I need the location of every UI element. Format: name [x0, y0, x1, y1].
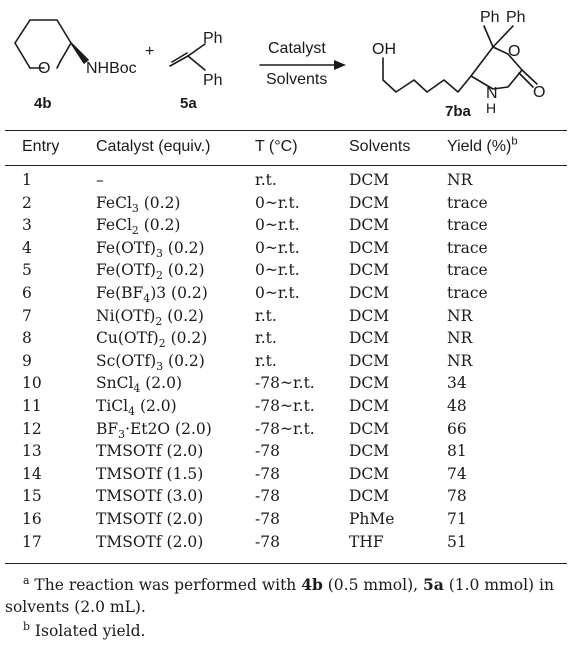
- temperature-cell: -78: [255, 487, 280, 506]
- header-catalyst: Catalyst (equiv.): [96, 138, 211, 155]
- temperature-cell: -78~r.t.: [255, 419, 315, 438]
- table-top-rule: [5, 130, 567, 131]
- reaction-scheme: [0, 0, 574, 125]
- catalyst-subscript: 3: [156, 359, 164, 373]
- header-entry: Entry: [22, 138, 60, 155]
- solvent-cell: DCM: [349, 329, 390, 348]
- ring-nitrogen-label: N: [486, 85, 498, 102]
- solvent-cell: DCM: [349, 351, 390, 370]
- temperature-cell: 0~r.t.: [255, 261, 300, 280]
- catalyst-cell: [96, 419, 212, 441]
- catalyst-subscript: 4: [143, 292, 151, 306]
- arrow-head-icon: [334, 60, 346, 70]
- catalyst-cell: [96, 306, 204, 328]
- yield-cell: trace: [447, 238, 488, 257]
- entry-cell: 16: [22, 510, 42, 528]
- header-solvents: Solvents: [349, 138, 411, 155]
- catalyst-formula: TiCl: [96, 397, 129, 415]
- entry-cell: 3: [22, 216, 32, 235]
- solvent-cell: DCM: [349, 419, 390, 438]
- nitrogen-hydrogen-label: H: [486, 100, 497, 116]
- catalyst-equiv: (2.0): [135, 397, 177, 415]
- yield-cell: trace: [447, 216, 488, 235]
- catalyst-cell: [96, 442, 203, 460]
- catalyst-formula: TMSOTf (1.5): [96, 464, 204, 483]
- solvent-cell: PhMe: [349, 510, 395, 528]
- entry-cell: 2: [22, 193, 32, 212]
- catalyst-subscript: 2: [158, 337, 166, 351]
- temperature-cell: 0~r.t.: [255, 193, 300, 212]
- catalyst-subscript: 2: [155, 269, 163, 283]
- entry-cell: 6: [22, 284, 32, 302]
- yield-cell: NR: [447, 306, 473, 325]
- solvent-cell: DCM: [349, 238, 390, 257]
- temperature-cell: -78: [255, 510, 280, 528]
- footnote-a-compound-4b: 4b: [301, 575, 323, 594]
- temperature-cell: r.t.: [255, 351, 277, 370]
- temperature-cell: r.t.: [255, 306, 277, 325]
- catalyst-formula: Fe(OTf): [96, 238, 156, 257]
- yield-cell: 78: [447, 487, 467, 506]
- solvent-cell: DCM: [349, 261, 390, 280]
- entry-cell: 17: [22, 532, 42, 551]
- hydroxyl-label: OH: [372, 41, 396, 58]
- phenyl-top-label: Ph: [203, 30, 223, 47]
- pyran-oxygen: O: [38, 60, 51, 77]
- yield-cell: trace: [447, 193, 488, 212]
- catalyst-formula: SnCl: [96, 374, 134, 393]
- compound-label-4b: 4b: [34, 95, 52, 112]
- footnote-a-text1: The reaction was performed with: [29, 576, 302, 594]
- catalyst-subscript: 3: [131, 201, 139, 215]
- catalyst-equiv: (0.2): [162, 261, 205, 280]
- yield-cell: NR: [447, 351, 473, 370]
- catalyst-cell: [96, 238, 205, 260]
- catalyst-formula: Cu(OTf): [96, 329, 159, 348]
- product-chain: [383, 58, 471, 92]
- catalyst-formula: FeCl: [96, 216, 132, 235]
- solvent-cell: DCM: [349, 216, 390, 235]
- yield-cell: 81: [447, 442, 467, 461]
- solvent-cell: DCM: [349, 171, 390, 189]
- catalyst-equiv: ·Et2O (2.0): [125, 419, 212, 438]
- solvent-cell: DCM: [349, 464, 390, 483]
- table-header-rule: [5, 165, 567, 166]
- footnote-a-compound-5a: 5a: [422, 575, 444, 594]
- yield-cell: 71: [447, 510, 467, 528]
- yield-cell: 48: [447, 397, 467, 415]
- product-phenyl-1: Ph: [480, 9, 500, 26]
- ring-oxygen-label: O: [508, 43, 521, 60]
- entry-cell: 13: [22, 442, 42, 461]
- catalyst-subscript: 4: [128, 405, 136, 419]
- arrow-label-solvents: Solvents: [266, 71, 328, 88]
- catalyst-equiv: (2.0): [140, 374, 182, 393]
- catalyst-cell: [96, 374, 182, 396]
- solvent-cell: DCM: [349, 442, 390, 461]
- catalyst-formula: Ni(OTf): [96, 306, 156, 325]
- temperature-cell: r.t.: [255, 329, 277, 348]
- yield-cell: trace: [447, 284, 488, 302]
- catalyst-cell: [96, 261, 205, 283]
- yield-cell: 74: [447, 464, 467, 483]
- temperature-cell: 0~r.t.: [255, 216, 300, 235]
- footnote-a-text3: (1.0 mmol) in solvents (2.0 mL).: [5, 576, 554, 616]
- catalyst-formula: FeCl: [96, 193, 132, 212]
- catalyst-cell: [96, 533, 203, 551]
- catalyst-subscript: 2: [155, 314, 163, 328]
- catalyst-formula: Fe(OTf): [96, 261, 156, 280]
- catalyst-equiv: (0.2): [162, 238, 205, 257]
- footnote-b-mark: b: [23, 619, 30, 633]
- catalyst-equiv: (0.2): [163, 351, 205, 370]
- entry-cell: 9: [22, 351, 32, 370]
- catalyst-subscript: 3: [118, 427, 126, 441]
- catalyst-equiv: (0.2): [138, 216, 181, 235]
- yield-cell: NR: [447, 171, 473, 189]
- footnote-a-text2: (0.5 mmol),: [322, 576, 423, 594]
- catalyst-cell: [96, 397, 177, 419]
- entry-cell: 5: [22, 261, 32, 280]
- table-bottom-rule: [5, 563, 567, 564]
- phenyl-bottom-label: Ph: [203, 72, 223, 89]
- temperature-cell: 0~r.t.: [255, 284, 300, 302]
- entry-cell: 10: [22, 374, 42, 393]
- nhboc-label: NHBoc: [86, 60, 137, 77]
- catalyst-cell: [96, 171, 104, 189]
- entry-cell: 15: [22, 487, 42, 506]
- catalyst-formula: TMSOTf (2.0): [96, 532, 204, 551]
- entry-cell: 4: [22, 238, 32, 257]
- catalyst-formula: TMSOTf (3.0): [96, 487, 204, 506]
- entry-cell: 8: [22, 329, 32, 348]
- catalyst-cell: [96, 329, 208, 351]
- temperature-cell: -78: [255, 464, 280, 483]
- solvent-cell: DCM: [349, 397, 390, 415]
- carbonyl-oxygen-label: O: [533, 84, 546, 101]
- temperature-cell: 0~r.t.: [255, 238, 300, 257]
- catalyst-cell: [96, 216, 181, 238]
- catalyst-formula: Fe(BF: [96, 284, 144, 302]
- pyran-o-bond: [57, 62, 60, 68]
- header-yield-note: b: [511, 135, 518, 148]
- catalyst-cell: [96, 351, 205, 373]
- catalyst-cell: [96, 193, 181, 215]
- footnote-b: [5, 620, 567, 642]
- temperature-cell: -78: [255, 532, 280, 551]
- catalyst-equiv: )3 (0.2): [150, 284, 208, 302]
- plus-sign: +: [145, 43, 155, 60]
- entry-cell: 14: [22, 464, 42, 483]
- solvent-cell: DCM: [349, 193, 390, 212]
- catalyst-formula: TMSOTf (2.0): [96, 510, 204, 528]
- catalyst-cell: [96, 510, 203, 528]
- entry-cell: 1: [22, 171, 32, 189]
- catalyst-subscript: 2: [131, 224, 139, 238]
- catalyst-cell: [96, 487, 203, 505]
- entry-cell: 7: [22, 306, 32, 325]
- footnote-a-mark: a: [23, 573, 30, 587]
- catalyst-equiv: (0.2): [162, 306, 204, 325]
- yield-cell: NR: [447, 329, 473, 348]
- header-yield-label: Yield (%): [447, 138, 512, 155]
- catalyst-equiv: (0.2): [165, 329, 208, 348]
- solvent-cell: DCM: [349, 374, 390, 393]
- entry-cell: 11: [22, 397, 42, 415]
- temperature-cell: -78~r.t.: [255, 374, 315, 393]
- entry-cell: 12: [22, 419, 42, 438]
- solvent-cell: DCM: [349, 306, 390, 325]
- solvent-cell: THF: [349, 532, 384, 551]
- header-temperature: T (°C): [255, 138, 298, 155]
- arrow-label-catalyst: Catalyst: [268, 40, 326, 57]
- footnote-a: [5, 574, 567, 618]
- solvent-cell: DCM: [349, 284, 390, 302]
- temperature-cell: r.t.: [255, 171, 277, 189]
- yield-cell: 66: [447, 419, 467, 438]
- solvent-cell: DCM: [349, 487, 390, 506]
- compound-label-5a: 5a: [180, 95, 197, 112]
- product-phenyl-2: Ph: [506, 9, 526, 26]
- temperature-cell: -78: [255, 442, 280, 461]
- yield-cell: trace: [447, 261, 488, 280]
- yield-cell: 51: [447, 532, 467, 551]
- catalyst-formula: BF: [96, 419, 119, 438]
- catalyst-equiv: (0.2): [138, 193, 181, 212]
- yield-cell: 34: [447, 374, 467, 393]
- header-yield: [447, 135, 518, 156]
- catalyst-subscript: 3: [155, 246, 163, 260]
- catalyst-cell: [96, 284, 208, 306]
- catalyst-subscript: 4: [133, 382, 141, 396]
- compound-label-7ba: 7ba: [445, 103, 471, 120]
- catalyst-formula: –: [96, 171, 104, 189]
- catalyst-cell: [96, 465, 203, 483]
- temperature-cell: -78~r.t.: [255, 397, 315, 415]
- footnote-b-text: Isolated yield.: [29, 622, 146, 640]
- catalyst-formula: TMSOTf (2.0): [96, 442, 204, 461]
- catalyst-formula: Sc(OTf): [96, 351, 157, 370]
